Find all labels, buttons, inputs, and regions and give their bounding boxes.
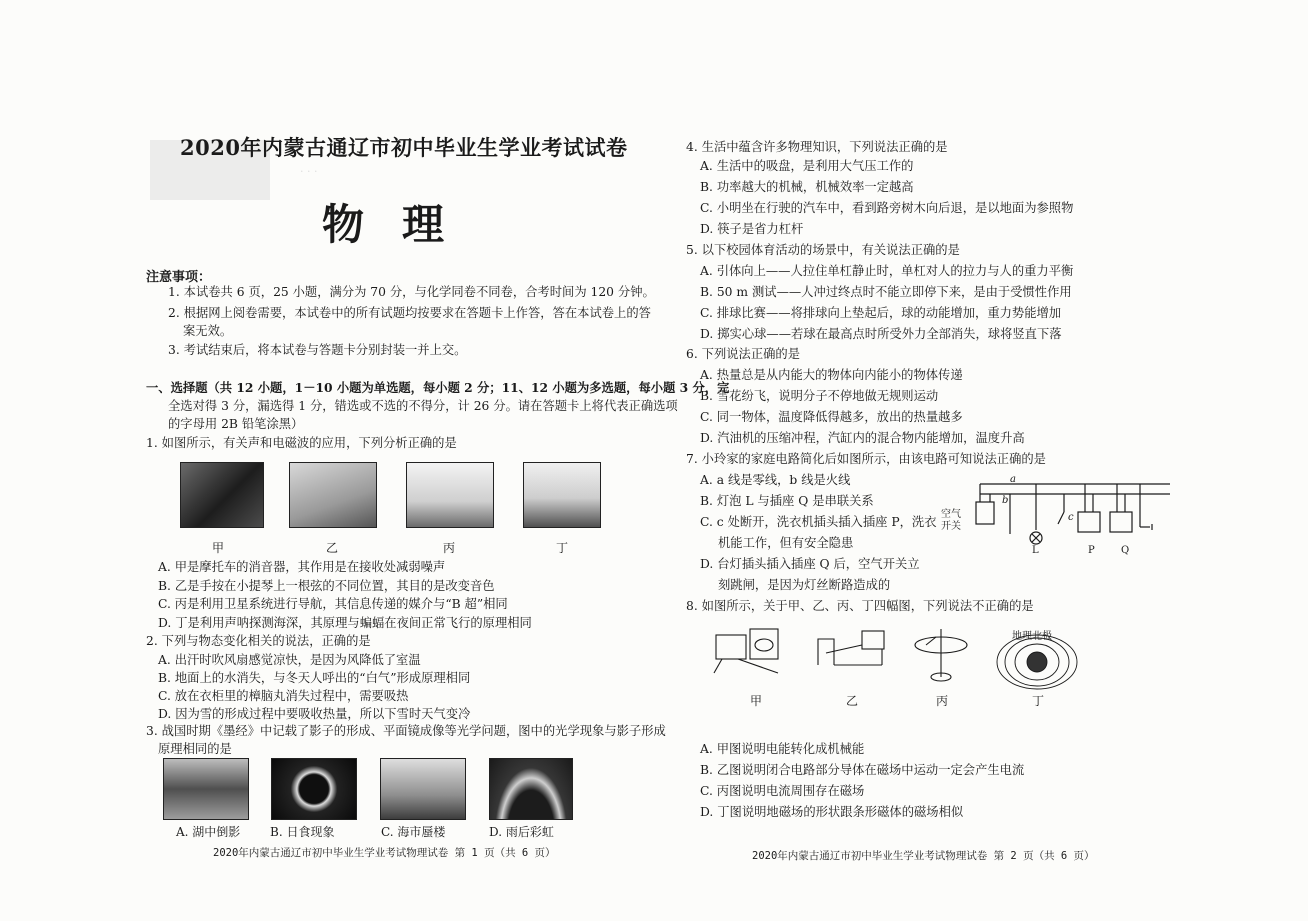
q8-stem: 8. 如图所示，关于甲、乙、丙、丁四幅图，下列说法不正确的是 [686, 599, 1034, 613]
notice-3: 3. 考试结束后，将本试卷与答题卡分别封装一并上交。 [168, 343, 467, 357]
q2-option-d: D. 因为雪的形成过程中要吸收热量，所以下雪时天气变冷 [158, 707, 471, 721]
q1-option-b: B. 乙是手按在小提琴上一根弦的不同位置，其目的是改变音色 [158, 579, 495, 593]
q7-option-c: C. c 处断开，洗衣机插头插入插座 P，洗衣 [700, 515, 937, 529]
q7-label-lamp: L [1032, 545, 1039, 556]
q3-stem-line2: 原理相同的是 [158, 742, 232, 756]
q4-option-c: C. 小明坐在行驶的汽车中，看到路旁树木向后退，是以地面为参照物 [700, 201, 1074, 215]
q8-fig-label-ding: 丁 [1032, 694, 1045, 708]
q6-option-d: D. 汽油机的压缩冲程，汽缸内的混合物内能增加，温度升高 [700, 431, 1025, 445]
notice-heading: 注意事项： [146, 270, 212, 285]
q6-stem: 6. 下列说法正确的是 [686, 347, 801, 361]
right-page [660, 0, 1308, 921]
q8-geo-north-label: 地理北极 [1012, 631, 1052, 642]
q7-label-air-switch-2: 开关 [941, 521, 961, 532]
q1-fig-label-jia: 甲 [212, 541, 225, 555]
q2-stem: 2. 下列与物态变化相关的说法，正确的是 [146, 634, 371, 648]
q6-option-a: A. 热量总是从内能大的物体向内能小的物体传递 [700, 368, 963, 382]
q6-option-c: C. 同一物体，温度降低得越多，放出的热量越多 [700, 410, 963, 424]
q7-label-air-switch-1: 空气 [941, 509, 961, 520]
q3-photo-rainbow [489, 758, 573, 820]
q1-option-a: A. 甲是摩托车的消音器，其作用是在接收处减弱噪声 [158, 560, 446, 574]
bleed-through-text: · · · [300, 165, 318, 178]
q1-fig-label-yi: 乙 [326, 541, 339, 555]
q7-option-b: B. 灯泡 L 与插座 Q 是串联关系 [700, 494, 874, 508]
q7-option-d-cont: 刻跳闸，是因为灯丝断路造成的 [718, 578, 891, 592]
section-header-line1: 一、选择题（共 12 小题，1－10 小题为单选题，每小题 2 分；11、12 小题为多选题，每小题 3 分，完 [146, 380, 730, 395]
q2-option-a: A. 出汗时吹风扇感觉凉快，是因为风降低了室温 [158, 653, 421, 667]
q1-fig-label-ding: 丁 [556, 541, 569, 555]
q5-option-d: D. 掷实心球——若球在最高点时所受外力全部消失，球将竖直下落 [700, 327, 1062, 341]
q7-label-c: c [1068, 512, 1074, 523]
q4-option-a: A. 生活中的吸盘，是利用大气压工作的 [700, 159, 914, 173]
q5-option-c: C. 排球比赛——将排球向上垫起后，球的动能增加，重力势能增加 [700, 306, 1062, 320]
q3-stem-line1: 3. 战国时期《墨经》中记载了影子的形成、平面镜成像等光学问题，图中的光学现象与影子形成 [146, 724, 666, 738]
notice-1: 1. 本试卷共 6 页，25 小题，满分为 70 分，与化学同卷不同卷，合考时间为 120 分钟。 [168, 285, 655, 299]
q3-photo-mirage [380, 758, 466, 820]
q7-option-c-cont: 机能工作，但有安全隐患 [718, 536, 854, 550]
q5-option-a: A. 引体向上——人拉住单杠静止时，单杠对人的拉力与人的重力平衡 [700, 264, 1074, 278]
q1-option-d: D. 丁是利用声呐探测海深，其原理与蝙蝠在夜间正常飞行的原理相同 [158, 616, 532, 630]
q8-fig-generator [812, 625, 892, 677]
q2-option-b: B. 地面上的水消失，与冬天人呼出的“白气”形成原理相同 [158, 671, 471, 685]
q8-option-d: D. 丁图说明地磁场的形状跟条形磁体的磁场相似 [700, 805, 964, 819]
q6-option-b: B. 雪花纷飞，说明分子不停地做无规则运动 [700, 389, 939, 403]
q2-option-c: C. 放在衣柜里的樟脑丸消失过程中，需要吸热 [158, 689, 409, 703]
q1-photo-motorcycle [180, 462, 264, 528]
q7-label-a: a [1010, 474, 1016, 485]
q3-caption-d: D. 雨后彩虹 [489, 825, 554, 839]
q3-photo-lake-reflection [163, 758, 249, 820]
q1-fig-label-bing: 丙 [443, 541, 456, 555]
q1-stem: 1. 如图所示，有关声和电磁波的应用，下列分析正确的是 [146, 436, 457, 450]
q3-caption-a: A. 湖中倒影 [176, 825, 241, 839]
q8-fig-motor [708, 625, 796, 677]
q3-photo-eclipse [271, 758, 357, 820]
q3-caption-b: B. 日食现象 [270, 825, 335, 839]
right-footer: 2020年内蒙古通辽市初中毕业生学业考试物理试卷 第 2 页（共 6 页） [752, 850, 1095, 862]
q8-fig-label-bing: 丙 [936, 694, 949, 708]
q7-label-socket-q: Q [1121, 545, 1130, 556]
q7-option-d: D. 台灯插头插入插座 Q 后，空气开关立 [700, 557, 920, 571]
q4-stem: 4. 生活中蕴含许多物理知识，下列说法正确的是 [686, 140, 948, 154]
q5-option-b: B. 50 m 测试——人冲过终点时不能立即停下来，是由于受惯性作用 [700, 285, 1072, 299]
q8-fig-compass [906, 625, 976, 685]
q7-option-a: A. a 线是零线，b 线是火线 [700, 473, 851, 487]
q7-label-b: b [1002, 495, 1009, 506]
notice-2-cont: 案无效。 [183, 324, 233, 338]
q7-stem: 7. 小玲家的家庭电路简化后如图所示，由该电路可知说法正确的是 [686, 452, 1046, 466]
notice-2: 2. 根据网上阅卷需要，本试卷中的所有试题均按要求在答题卡上作答，答在本试卷上的答 [168, 306, 651, 320]
q8-fig-label-yi: 乙 [846, 694, 859, 708]
q8-option-a: A. 甲图说明电能转化成机械能 [700, 742, 865, 756]
q1-option-c: C. 丙是利用卫星系统进行导航，其信息传递的媒介与“B 超”相同 [158, 597, 508, 611]
q8-option-c: C. 丙图说明电流周围存在磁场 [700, 784, 865, 798]
q1-photo-violin [289, 462, 377, 528]
q7-circuit-diagram [940, 472, 1180, 562]
subject-title: 物理 [322, 200, 483, 249]
q1-photo-satellite [406, 462, 494, 528]
q1-photo-sonar [523, 462, 601, 528]
q8-option-b: B. 乙图说明闭合电路部分导体在磁场中运动一定会产生电流 [700, 763, 1025, 777]
q7-label-socket-p: P [1088, 545, 1095, 556]
exam-title: 2020年内蒙古通辽市初中毕业生学业考试试卷 [180, 135, 628, 160]
q4-option-d: D. 筷子是省力杠杆 [700, 222, 804, 236]
q4-option-b: B. 功率越大的机械，机械效率一定越高 [700, 180, 914, 194]
q5-stem: 5. 以下校园体育活动的场景中，有关说法正确的是 [686, 243, 960, 257]
left-footer: 2020年内蒙古通辽市初中毕业生学业考试物理试卷 第 1 页（共 6 页） [213, 847, 556, 859]
q8-fig-label-jia: 甲 [750, 694, 763, 708]
section-header-line3: 的字母用 2B 铅笔涂黑） [168, 417, 304, 431]
section-header-line2: 全选对得 3 分，漏选得 1 分，错选或不选的不得分，计 26 分。请在答题卡上将代表正确选项 [168, 399, 678, 413]
q3-caption-c: C. 海市蜃楼 [381, 825, 446, 839]
